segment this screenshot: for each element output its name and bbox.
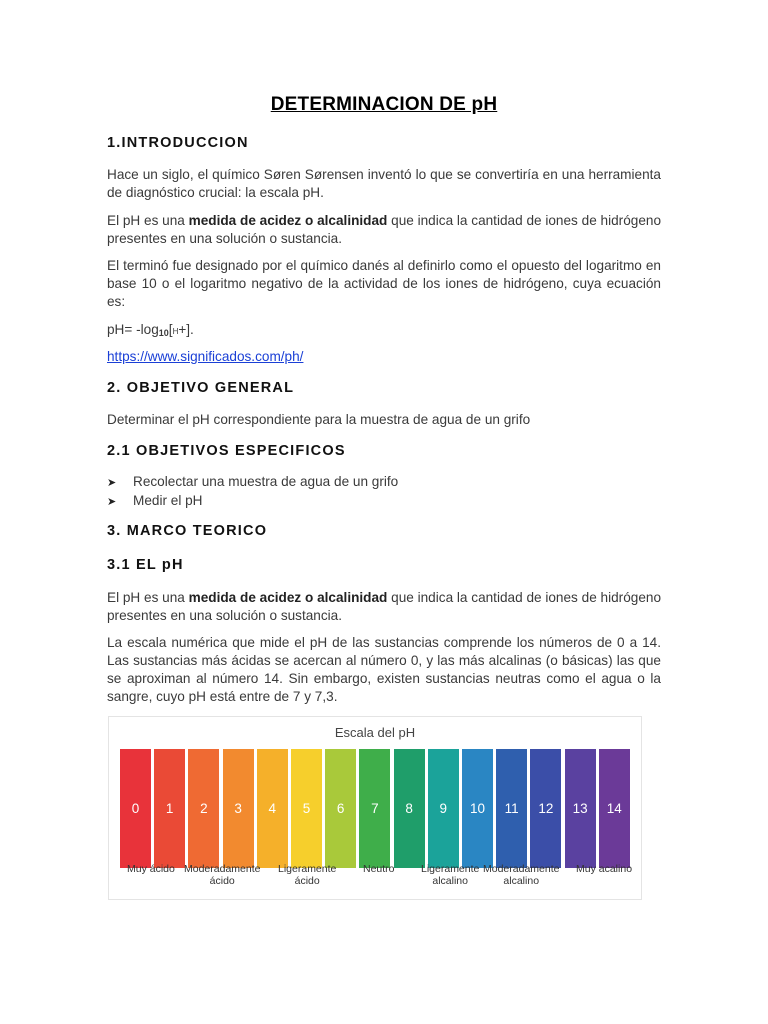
ph-bar-13: 13 xyxy=(565,749,596,868)
ph-bar-3: 3 xyxy=(223,749,254,868)
specific-objectives-heading: 2.1 OBJETIVOS ESPECIFICOS xyxy=(107,443,346,459)
ph-category-label: Muy ácido xyxy=(127,863,175,875)
formula-bracket: [ xyxy=(168,322,173,337)
ph-bar-8: 8 xyxy=(394,749,425,868)
el-ph-paragraph-2: La escala numérica que mide el pH de las sustancias comprende los números de 0 a 14. Las sustancias más ácidas se acercan al número 0, y las más alcalinas (o básicas) las que se aproximan al número 14. Sin embargo, existen sustancias neutras como el agua o la sangre, cuyo pH está entre de 7 y 7,3. xyxy=(107,635,661,704)
ph-category-label: Muy acalino xyxy=(576,863,633,875)
intro-heading: 1.INTRODUCCION xyxy=(107,135,249,151)
ph-scale-title: Escala del pH xyxy=(334,725,416,740)
ph-bar-4: 4 xyxy=(257,749,288,868)
ph-bar-7: 7 xyxy=(359,749,390,868)
ph-category-label: Moderadamente alcalino xyxy=(483,863,560,887)
intro-paragraph-3: El terminó fue designado por el químico danés al definirlo como el opuesto del logaritmo en base 10 o el logaritmo negativo de la actividad de los iones de hidrógeno, cuya ecuación es: xyxy=(107,258,661,309)
reference-link[interactable]: https://www.significados.com/ph/ xyxy=(107,349,304,364)
ph-scale-bars xyxy=(120,749,632,885)
ph-formula xyxy=(107,321,661,342)
elph-p1-post: que indica la cantidad de iones de hidrógeno presentes en una solución o sustancia. xyxy=(107,590,662,623)
list-item-text: Medir el pH xyxy=(133,493,203,508)
ph-bar-1: 1 xyxy=(154,749,185,868)
intro-paragraph-2 xyxy=(107,212,661,248)
intro-p2-pre: El pH es una xyxy=(107,213,189,228)
ph-bar-6: 6 xyxy=(325,749,356,868)
el-ph-paragraph-1 xyxy=(107,589,661,625)
reference-link-line xyxy=(107,348,661,366)
ph-bar-10: 10 xyxy=(462,749,493,868)
ph-scale-figure xyxy=(108,716,642,900)
ph-bar-5: 5 xyxy=(291,749,322,868)
ph-bar-11: 11 xyxy=(496,749,527,868)
ph-bar-12: 12 xyxy=(530,749,561,868)
marco-heading: 3. MARCO TEORICO xyxy=(107,523,268,539)
formula-pre: pH= -log xyxy=(107,322,159,337)
arrow-bullet-icon: ➤ xyxy=(107,477,117,489)
el-ph-heading: 3.1 EL pH xyxy=(107,557,184,573)
objective-text: Determinar el pH correspondiente para la muestra de agua de un grifo xyxy=(107,412,531,427)
elph-p1-bold: medida de acidez o alcalinidad xyxy=(188,590,388,605)
ph-bar-0: 0 xyxy=(120,749,151,868)
ph-category-label: Moderadamente ácido xyxy=(184,863,261,887)
formula-subscript: 10 xyxy=(158,328,169,338)
formula-h: H xyxy=(172,327,179,336)
ph-bar-9: 9 xyxy=(428,749,459,868)
ph-category-label: Ligeramente ácido xyxy=(278,863,337,887)
intro-p2-bold: medida de acidez o alcalinidad xyxy=(188,213,388,228)
ph-bar-2: 2 xyxy=(188,749,219,868)
ph-category-label: Ligeramente alcalino xyxy=(421,863,480,887)
intro-p2-post: que indica la cantidad de iones de hidrógeno presentes en una solución o sustancia. xyxy=(107,213,662,246)
ph-category-label: Neutro xyxy=(363,863,395,875)
formula-post: +]. xyxy=(178,322,194,337)
list-item xyxy=(107,474,398,489)
arrow-bullet-icon: ➤ xyxy=(107,496,117,508)
list-item-text: Recolectar una muestra de agua de un grifo xyxy=(133,474,399,489)
document-title: DETERMINACION DE pH xyxy=(270,94,498,115)
ph-bar-14: 14 xyxy=(599,749,630,868)
list-item xyxy=(107,493,203,508)
elph-p1-pre: El pH es una xyxy=(107,590,189,605)
objective-heading: 2. OBJETIVO GENERAL xyxy=(107,380,295,396)
intro-paragraph-1: Hace un siglo, el químico Søren Sørensen inventó lo que se convertiría en una herramienta de diagnóstico crucial: la escala pH. xyxy=(107,167,661,200)
